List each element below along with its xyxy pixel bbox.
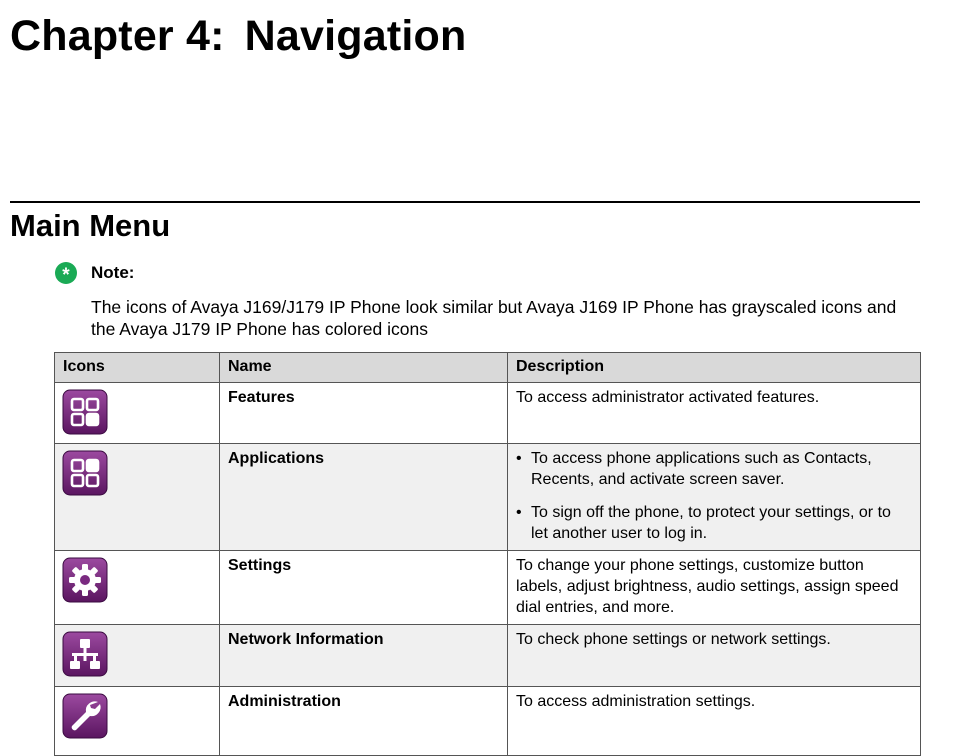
description-cell [508, 444, 921, 551]
column-header-icons: Icons [55, 353, 220, 383]
network-icon [62, 631, 108, 677]
menu-item-name: Administration [228, 693, 341, 710]
chapter-name: Navigation [244, 12, 467, 60]
menu-item-name: Settings [228, 557, 292, 574]
description-bullet: • To sign off the phone, to protect your settings, or to let another user to log in. [516, 502, 912, 544]
table-header-row [55, 353, 921, 383]
icon-cell [55, 551, 220, 625]
chapter-title [10, 10, 466, 62]
column-header-name: Name [220, 353, 508, 383]
table-row [55, 383, 921, 444]
description-list [516, 448, 912, 544]
chapter-label: Chapter 4: [10, 12, 225, 60]
main-menu-table [54, 352, 921, 756]
description-cell: To check phone settings or network settings. [508, 625, 921, 687]
description-cell: To access administrator activated features. [508, 383, 921, 444]
note-label: Note: [91, 263, 135, 282]
column-header-description: Description [508, 353, 921, 383]
applications-grid-icon [62, 450, 108, 496]
table-row [55, 551, 921, 625]
description-cell: To access administration settings. [508, 687, 921, 756]
name-cell [220, 687, 508, 756]
icon-cell [55, 687, 220, 756]
settings-gear-icon [62, 557, 108, 603]
menu-item-name: Applications [228, 450, 325, 467]
wrench-icon [62, 693, 108, 739]
name-cell [220, 625, 508, 687]
description-bullet: • To access phone applications such as Contacts, Recents, and activate screen saver. [516, 448, 912, 490]
note-text: The icons of Avaya J169/J179 IP Phone look similar but Avaya J169 IP Phone has grayscaled icons and the Avaya J179 IP Phone has colored icons [91, 297, 897, 339]
description-cell: To change your phone settings, customize button labels, adjust brightness, audio settings, assign speed dial entries, and more. [508, 551, 921, 625]
icon-cell [55, 625, 220, 687]
section-title: Main Menu [10, 208, 171, 243]
name-cell [220, 444, 508, 551]
name-cell [220, 383, 508, 444]
menu-item-name: Features [228, 389, 295, 406]
asterisk-note-icon: * [55, 262, 77, 284]
table-row [55, 444, 921, 551]
icon-cell [55, 444, 220, 551]
icon-cell [55, 383, 220, 444]
features-grid-icon [62, 389, 108, 435]
menu-item-name: Network Information [228, 631, 384, 648]
table-row [55, 687, 921, 756]
name-cell [220, 551, 508, 625]
table-row [55, 625, 921, 687]
section-divider [10, 201, 920, 203]
